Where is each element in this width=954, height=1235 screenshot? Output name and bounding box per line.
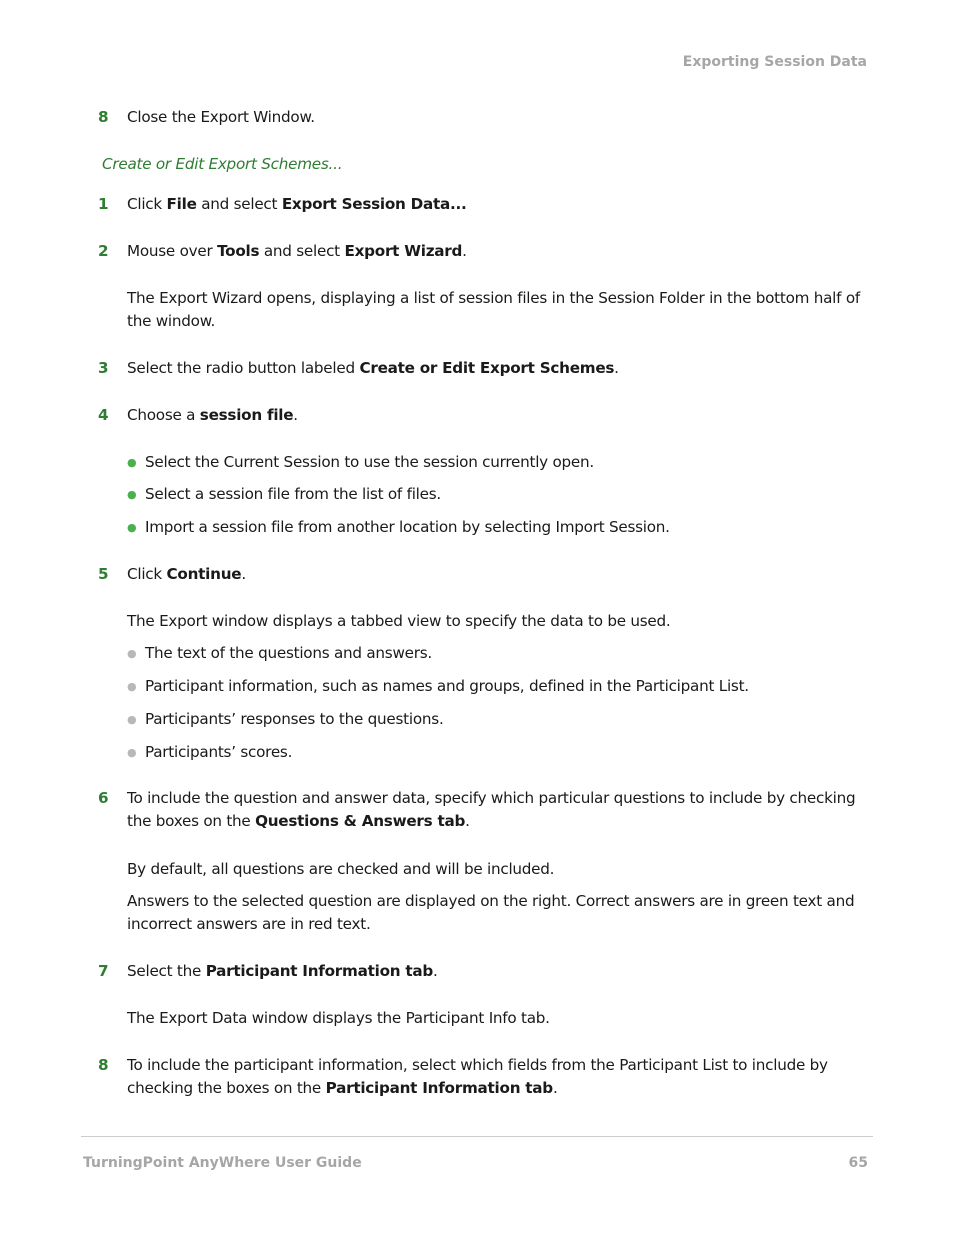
- step-text: To include the participant information, select which fields from the Participant List to include by checking the boxes on the Participant Information tab.: [127, 1056, 828, 1097]
- step-number: 7: [98, 962, 109, 980]
- bullet-icon: ●: [127, 456, 137, 469]
- step-number: 3: [98, 359, 109, 377]
- bullet-icon: ●: [127, 713, 137, 726]
- step-text: Select the radio button labeled Create or Edit Export Schemes.: [127, 359, 619, 377]
- bullet-icon: ●: [127, 647, 137, 660]
- step-number: 6: [98, 789, 109, 807]
- step-text: Select the Participant Information tab.: [127, 962, 438, 980]
- step-number: 5: [98, 565, 109, 583]
- step-6-description: By default, all questions are checked and will be included.: [127, 860, 555, 878]
- step-text: To include the question and answer data, specify which particular questions to include by checking the boxes on the Questions & Answers tab.: [127, 789, 856, 830]
- bullet-icon: ●: [127, 521, 137, 534]
- step-number: 4: [98, 406, 109, 424]
- step-text: Mouse over Tools and select Export Wizard.: [127, 242, 467, 260]
- step-text: Click File and select Export Session Data...: [127, 195, 467, 213]
- step-2-description: The Export Wizard opens, displaying a list of session files in the Session Folder in the bottom half of the window.: [127, 289, 860, 330]
- footer-guide-title: TurningPoint AnyWhere User Guide: [83, 1155, 362, 1171]
- section-subheading: Create or Edit Export Schemes...: [102, 155, 343, 173]
- step-6-answers-note: Answers to the selected question are displayed on the right. Correct answers are in green text and incorrect answers are in red text.: [127, 892, 855, 933]
- step-text: Choose a session file.: [127, 406, 298, 424]
- step-text: Click Continue.: [127, 565, 246, 583]
- bullet-icon: ●: [127, 746, 137, 759]
- step-5-description: The Export window displays a tabbed view to specify the data to be used.: [127, 612, 671, 630]
- step-number: 8: [98, 108, 109, 126]
- step-7-description: The Export Data window displays the Participant Info tab.: [127, 1009, 550, 1027]
- bullet-icon: ●: [127, 488, 137, 501]
- step-number: 2: [98, 242, 109, 260]
- step-number: 8: [98, 1056, 109, 1074]
- bullet-icon: ●: [127, 680, 137, 693]
- page-number: 65: [848, 1155, 868, 1171]
- step-number: 1: [98, 195, 109, 213]
- step-text: Close the Export Window.: [127, 108, 315, 126]
- running-header: Exporting Session Data: [682, 54, 867, 70]
- footer-divider: [81, 1136, 873, 1137]
